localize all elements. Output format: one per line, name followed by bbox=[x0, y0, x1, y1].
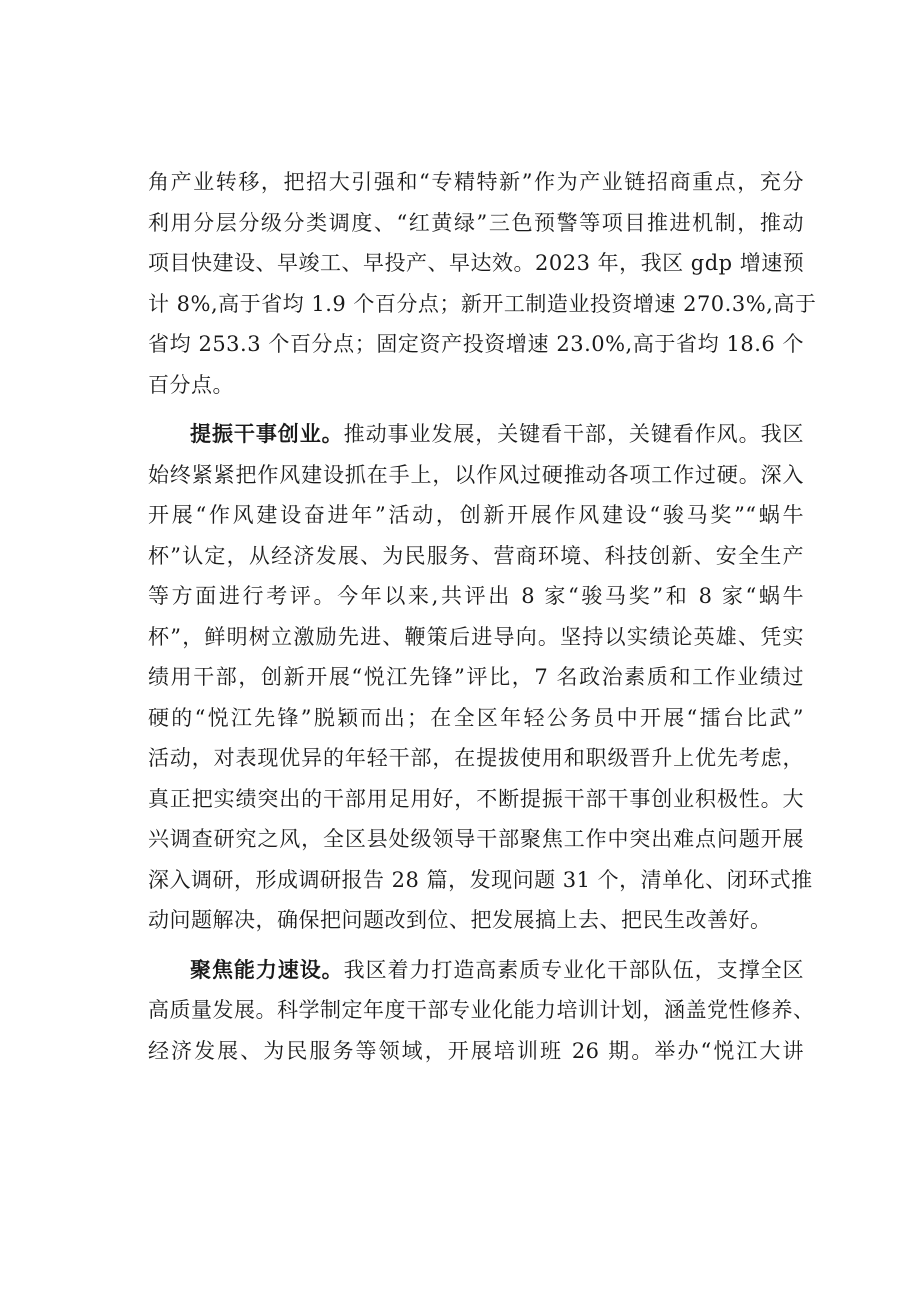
text-line: 计 8%,高于省均 1.9 个百分点；新开工制造业投资增速 270.3%,高于 bbox=[148, 291, 817, 316]
text-line: 动问题解决，确保把问题改到位、把发展搞上去、把民生改善好。 bbox=[148, 908, 772, 932]
document-body bbox=[148, 162, 817, 1071]
text-line: 绩用干部，创新开展“悦江先锋”评比，7 名政治素质和工作业绩过 bbox=[148, 665, 804, 689]
text-line: 省均 253.3 个百分点；固定资产投资增速 23.0%,高于省均 18.6 个 bbox=[148, 332, 804, 356]
section-heading: 聚焦能力速设。 bbox=[190, 957, 344, 982]
text-line: 始终紧紧把作风建设抓在手上，以作风过硬推动各项工作过硬。深入 bbox=[148, 462, 804, 487]
text-line: 高质量发展。科学制定年度干部专业化能力培训计划，涵盖党性修养、 bbox=[148, 998, 815, 1022]
text-line: 项目快建设、早竣工、早投产、早达效。2023 年，我区 gdp 增速预 bbox=[148, 251, 805, 275]
text-line: 杯”，鲜明树立激励先进、鞭策后进导向。坚持以实绩论英雄、凭实 bbox=[148, 624, 804, 649]
text-line: 深入调研，形成调研报告 28 篇，发现问题 31 个，清单化、闭环式推 bbox=[148, 867, 813, 892]
text-line: 角产业转移，把招大引强和“专精特新”作为产业链招商重点，充分 bbox=[148, 170, 804, 194]
section-heading: 提振干事创业。 bbox=[190, 422, 344, 446]
paragraph-3 bbox=[148, 950, 815, 1072]
text-line: 杯”认定，从经济发展、为民服务、营商环境、科技创新、安全生产 bbox=[148, 543, 804, 568]
text-line bbox=[148, 950, 804, 991]
text-line: 硬的“悦江先锋”脱颖而出；在全区年轻公务员中开展“擂台比武” bbox=[148, 705, 804, 730]
paragraph-1 bbox=[148, 162, 817, 405]
text-run: 推动事业发展，关键看干部，关键看作风。我区 bbox=[343, 422, 805, 446]
paragraph-2 bbox=[148, 414, 813, 941]
text-line bbox=[148, 414, 804, 455]
text-line: 等方面进行考评。今年以来,共评出 8 家“骏马奖”和 8 家“蜗牛 bbox=[148, 584, 804, 608]
text-line: 开展“作风建设奋进年”活动，创新开展作风建设“骏马奖”“蜗牛 bbox=[148, 503, 804, 527]
text-line: 百分点。 bbox=[148, 372, 234, 397]
text-line: 利用分层分级分类调度、“红黄绿”三色预警等项目推进机制，推动 bbox=[148, 210, 804, 235]
text-run: 我区着力打造高素质专业化干部队伍，支撑全区 bbox=[343, 957, 805, 982]
text-line: 兴调查研究之风，全区县处级领导干部聚焦工作中突出难点问题开展 bbox=[148, 827, 804, 851]
text-line: 活动，对表现优异的年轻干部，在提拔使用和职级晋升上优先考虑， bbox=[148, 746, 804, 770]
text-line: 真正把实绩突出的干部用足用好，不断提振干部干事创业积极性。大 bbox=[148, 786, 804, 811]
text-line: 经济发展、为民服务等领域，开展培训班 26 期。举办“悦江大讲 bbox=[148, 1038, 804, 1063]
